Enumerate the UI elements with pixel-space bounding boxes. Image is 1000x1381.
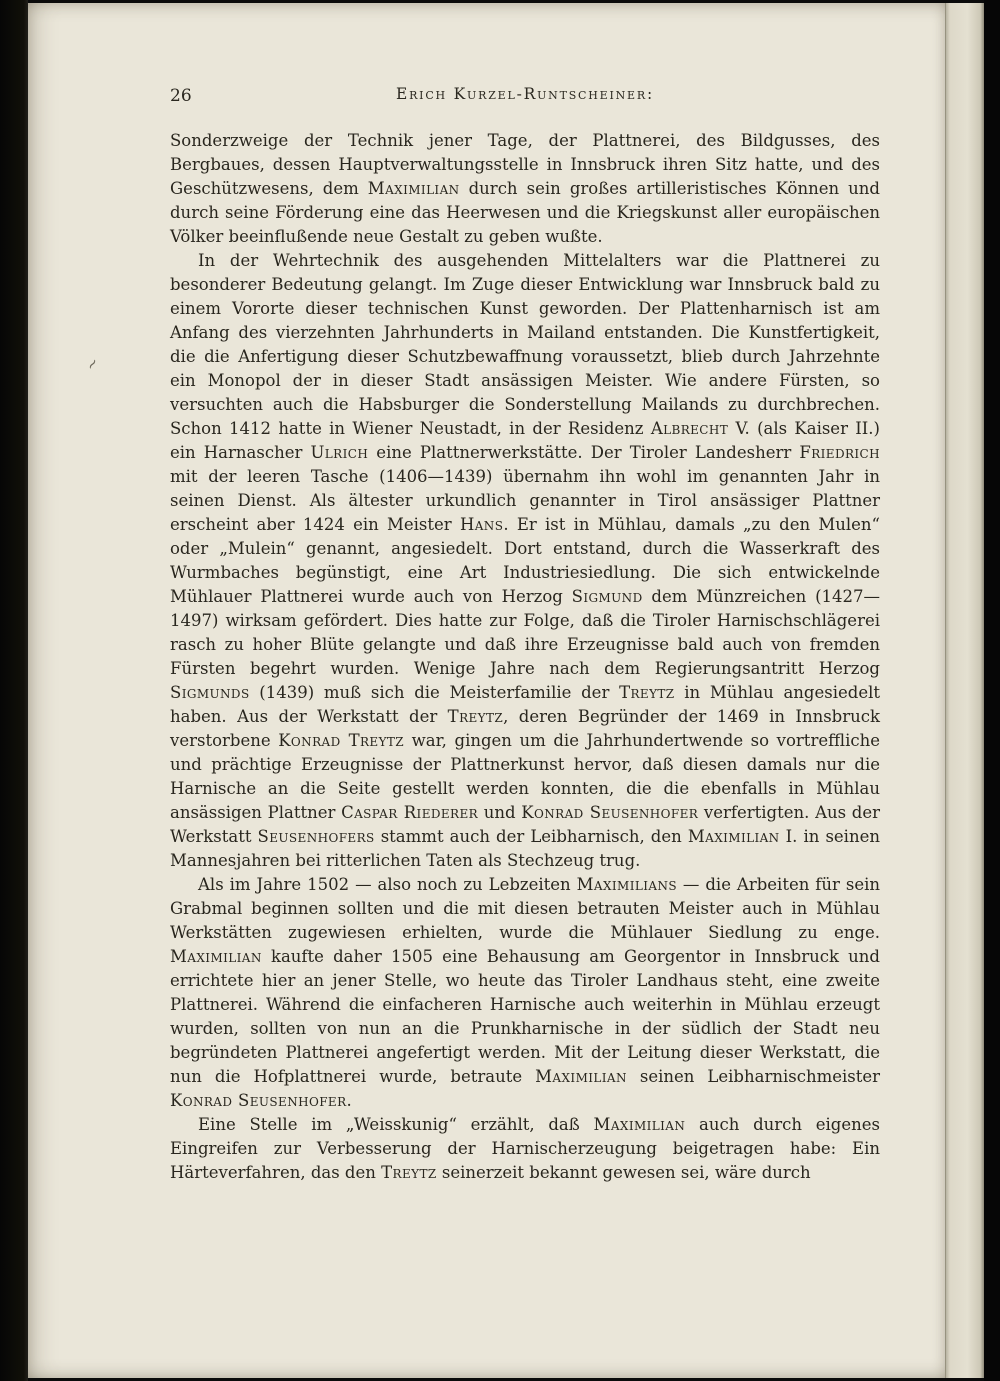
adjacent-page-edge: [945, 3, 985, 1378]
scan-right-edge: [984, 0, 1000, 1381]
paragraph: In der Wehrtechnik des ausgehenden Mittelalters war die Plattnerei zu besonderer Bedeutung gelangt. Im Zuge dieser Entwicklung war Innsbruck bald zu einem Vororte dieser technischen Kunst geworden. Der Plattenharnisch ist am Anfang des vierzehnten Jahrhunderts in Mailand entstanden. Die Kunstfertigkeit, die die Anfertigung dieser Schutzbewaffnung voraussetzt, blieb durch Jahrzehnte ein Monopol der in dieser Stadt ansässigen Meister. Wie andere Fürsten, so versuchten auch die Habsburger die Sonderstellung Mailands zu durchbrechen. Schon 1412 hatte in Wiener Neustadt, in der Residenz Albrecht V. (als Kaiser II.) ein Harnascher Ulrich eine Plattnerwerkstätte. Der Tiroler Landesherr Friedrich mit der leeren Tasche (1406—1439) übernahm ihn wohl im genannten Jahr in seinen Dienst. Als ältester urkundlich genannter in Tirol ansässiger Plattner erscheint aber 1424 ein Meister Hans. Er ist in Mühlau, damals „zu den Mulen“ oder „Mulein“ genannt, angesiedelt. Dort entstand, durch die Wasserkraft des Wurmbaches begünstigt, eine Art Industriesiedlung. Die sich entwickelnde Mühlauer Plattnerei wurde auch von Herzog Sigmund dem Münzreichen (1427—1497) wirksam gefördert. Dies hatte zur Folge, daß die Tiroler Harnischschlägerei rasch zu hoher Blüte gelangte und daß ihre Erzeugnisse bald auch von fremden Fürsten begehrt wurden. Wenige Jahre nach dem Regierungsantritt Herzog Sigmunds (1439) muß sich die Meisterfamilie der Treytz in Mühlau angesiedelt haben. Aus der Werkstatt der Treytz, deren Begründer der 1469 in Innsbruck verstorbene Konrad Treytz war, gingen um die Jahrhundertwende so vortreffliche und prächtige Erzeugnisse der Plattnerkunst hervor, daß diesen damals nur die Harnische an die Seite gestellt werden konnten, die die ebenfalls in Mühlau ansässigen Plattner Caspar Riederer und Konrad Seusenhofer verfertigten. Aus der Werkstatt Seusenhofers stammt auch der Leibharnisch, den Maximilian I. in seinen Mannesjahren bei ritterlichen Taten als Stechzeug trug.: [170, 251, 881, 870]
paragraph: Als im Jahre 1502 — also noch zu Lebzeiten Maximilians — die Arbeiten für sein Grabmal beginnen sollten und die mit diesen betrauten Meister auch in Mühlau Werkstätten zugewiesen erhielten, wurde die Mühlauer Siedlung zu enge. Maximilian kaufte daher 1505 eine Behausung am Georgentor in Innsbruck und errichtete hier an jener Stelle, wo heute das Tiroler Landhaus steht, eine zweite Plattnerei. Während die einfacheren Harnische auch weiterhin in Mühlau erzeugt wurden, sollten von nun an die Prunkharnische in der südlich der Stadt neu begründeten Plattnerei angefertigt werden. Mit der Leitung dieser Werkstatt, die nun die Hofplattnerei wurde, betraute Maximilian seinen Leibharnischmeister Konrad Seusenhofer.: [170, 875, 881, 1110]
small-caps-name: Konrad Seusenhofer: [521, 803, 699, 822]
small-caps-name: Konrad Treytz: [278, 731, 405, 750]
small-caps-name: Ulrich: [310, 443, 369, 462]
small-caps-name: Hans: [459, 515, 504, 534]
small-caps-name: Maximilian: [687, 827, 780, 846]
small-caps-name: Seusenhofers: [257, 827, 375, 846]
text-block: [170, 129, 880, 1185]
book-page: [28, 3, 945, 1378]
paragraph: Sonderzweige der Technik jener Tage, der Plattnerei, des Bildgusses, des Bergbaues, dessen Hauptverwaltungsstelle in Innsbruck ihren Sitz hatte, und des Geschützwesens, dem Maximilian durch sein großes artilleristisches Können und durch seine Förderung eine das Heerwesen und die Kriegskunst aller europäischen Völker beeinflußende neue Gestalt zu geben wußte.: [170, 131, 880, 246]
small-caps-name: Konrad Seusenhofer: [170, 1091, 347, 1110]
small-caps-name: Friedrich: [799, 443, 881, 462]
small-caps-name: Maximilian: [593, 1115, 686, 1134]
page-number: 26: [170, 86, 192, 106]
running-header: Erich Kurzel-Runtscheiner:: [395, 85, 654, 103]
small-caps-name: Maximilians: [576, 875, 677, 894]
small-caps-name: Treytz: [447, 707, 504, 726]
margin-pencil-mark: ~: [81, 353, 104, 375]
small-caps-name: Treytz: [619, 683, 675, 702]
small-caps-name: Treytz: [381, 1163, 437, 1182]
small-caps-name: Maximilian: [170, 947, 262, 966]
small-caps-name: Sigmunds: [170, 683, 250, 702]
small-caps-name: Maximilian: [367, 179, 460, 198]
small-caps-name: Maximilian: [535, 1067, 627, 1086]
page-header: [170, 85, 880, 111]
small-caps-name: Albrecht: [650, 419, 729, 438]
small-caps-name: Caspar Riederer: [341, 803, 479, 822]
small-caps-name: Sigmund: [571, 587, 643, 606]
paragraph: Eine Stelle im „Weisskunig“ erzählt, daß Maximilian auch durch eigenes Eingreifen zur Verbesserung der Harnischerzeugung beigetragen habe: Ein Härteverfahren, das den Treytz seinerzeit bekannt gewesen sei, wäre durch: [170, 1115, 880, 1182]
scan-left-edge: [0, 0, 28, 1381]
